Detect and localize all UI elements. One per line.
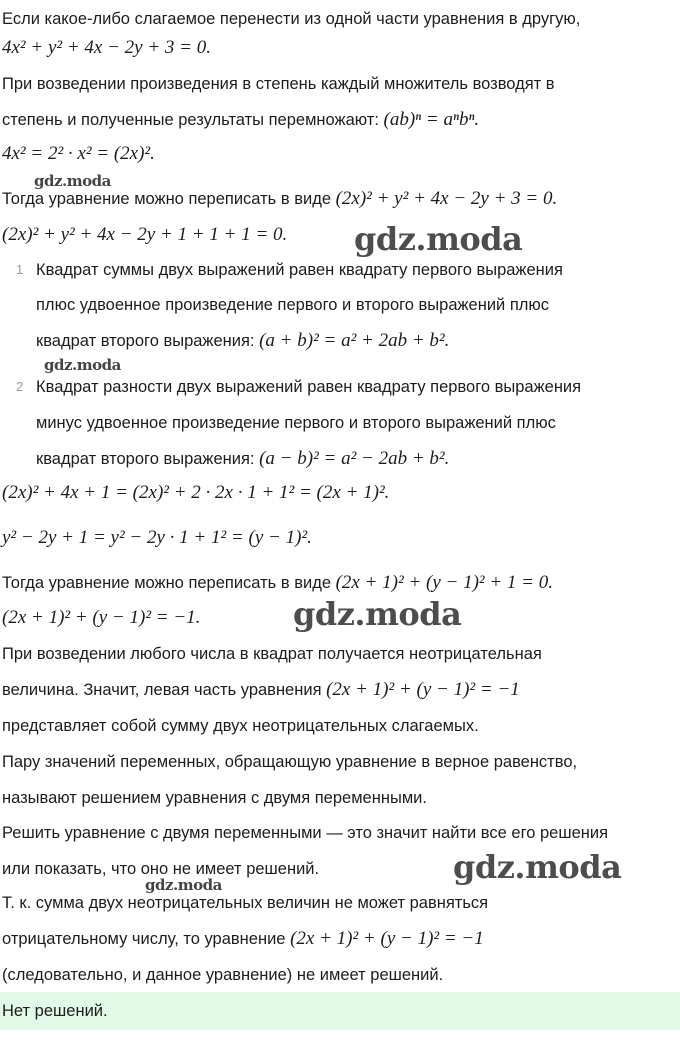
math-line: (2x)² + y² + 4x − 2y + 1 + 1 + 1 = 0. (2, 224, 288, 245)
list-item-text (36, 448, 449, 470)
text-line: Пару значений переменных, обращающую уравнение в верное равенство, (2, 753, 578, 771)
text-line: представляет собой сумму двух неотрицательных слагаемых. (2, 717, 479, 735)
watermark: gdz.moda (145, 876, 222, 894)
math-fragment: (a − b)² = a² − 2ab + b². (259, 448, 450, 469)
math-line: (2x)² + 4x + 1 = (2x)² + 2 · 2x · 1 + 1² = (2x + 1)². (2, 482, 390, 503)
answer-text: Нет решений. (2, 1002, 108, 1020)
answer-box (0, 992, 680, 1030)
text-line (2, 188, 557, 210)
list-number: 1 (16, 262, 24, 277)
math-line: y² − 2y + 1 = y² − 2y · 1 + 1² = (y − 1)². (2, 527, 312, 548)
math-fragment: (2x + 1)² + (y − 1)² = −1 (290, 928, 484, 949)
watermark: gdz.moda (293, 595, 462, 633)
math-line: (2x + 1)² + (y − 1)² = −1. (2, 607, 201, 628)
text-line (2, 109, 479, 131)
text-line: Т. к. сумма двух неотрицательных величин не может равняться (2, 894, 489, 912)
text-line: Если какое-либо слагаемое перенести из одной части уравнения в другую, (2, 10, 581, 28)
text-line: При возведении произведения в степень каждый множитель возводят в (2, 75, 555, 93)
text-line: или показать, что оно не имеет решений. (2, 860, 320, 878)
watermark: gdz.moda (44, 356, 121, 374)
text-line: При возведении любого числа в квадрат получается неотрицательная (2, 645, 542, 663)
math-fragment: (2x + 1)² + (y − 1)² + 1 = 0. (335, 572, 554, 593)
watermark: gdz.moda (453, 848, 622, 886)
list-item-text: Квадрат суммы двух выражений равен квадрату первого выражения (36, 261, 563, 279)
watermark: gdz.moda (354, 220, 523, 258)
text-fragment: квадрат второго выражения: (36, 450, 260, 468)
text-fragment: степень и полученные результаты перемножают: (2, 111, 384, 129)
text-line (2, 679, 520, 701)
math-fragment: (2x)² + y² + 4x − 2y + 3 = 0. (335, 188, 558, 209)
list-item-text: минус удвоенное произведение первого и второго выражений плюс (36, 414, 556, 432)
math-fragment: (ab)ⁿ = aⁿbⁿ. (383, 109, 480, 130)
text-fragment: Тогда уравнение можно переписать в виде (2, 190, 336, 208)
text-fragment: квадрат второго выражения: (36, 332, 260, 350)
list-item-text: Квадрат разности двух выражений равен квадрату первого выражения (36, 378, 582, 396)
math-line: 4x² + y² + 4x − 2y + 3 = 0. (2, 37, 211, 58)
text-fragment: отрицательному числу, то уравнение (2, 930, 291, 948)
math-line: 4x² = 2² · x² = (2x)². (2, 143, 155, 164)
text-line (2, 928, 484, 950)
watermark: gdz.moda (34, 172, 111, 190)
text-line (2, 572, 553, 594)
text-line: Решить уравнение с двумя переменными — это значит найти все его решения (2, 824, 609, 842)
text-line: (следовательно, и данное уравнение) не имеет решений. (2, 966, 444, 984)
text-line: называют решением уравнения с двумя переменными. (2, 789, 427, 807)
list-item-text: плюс удвоенное произведение первого и второго выражений плюс (36, 296, 550, 314)
list-item-text (36, 330, 449, 352)
text-fragment: величина. Значит, левая часть уравнения (2, 681, 327, 699)
text-fragment: Тогда уравнение можно переписать в виде (2, 574, 336, 592)
list-number: 2 (16, 379, 24, 394)
math-fragment: (2x + 1)² + (y − 1)² = −1 (326, 679, 520, 700)
math-fragment: (a + b)² = a² + 2ab + b². (259, 330, 450, 351)
